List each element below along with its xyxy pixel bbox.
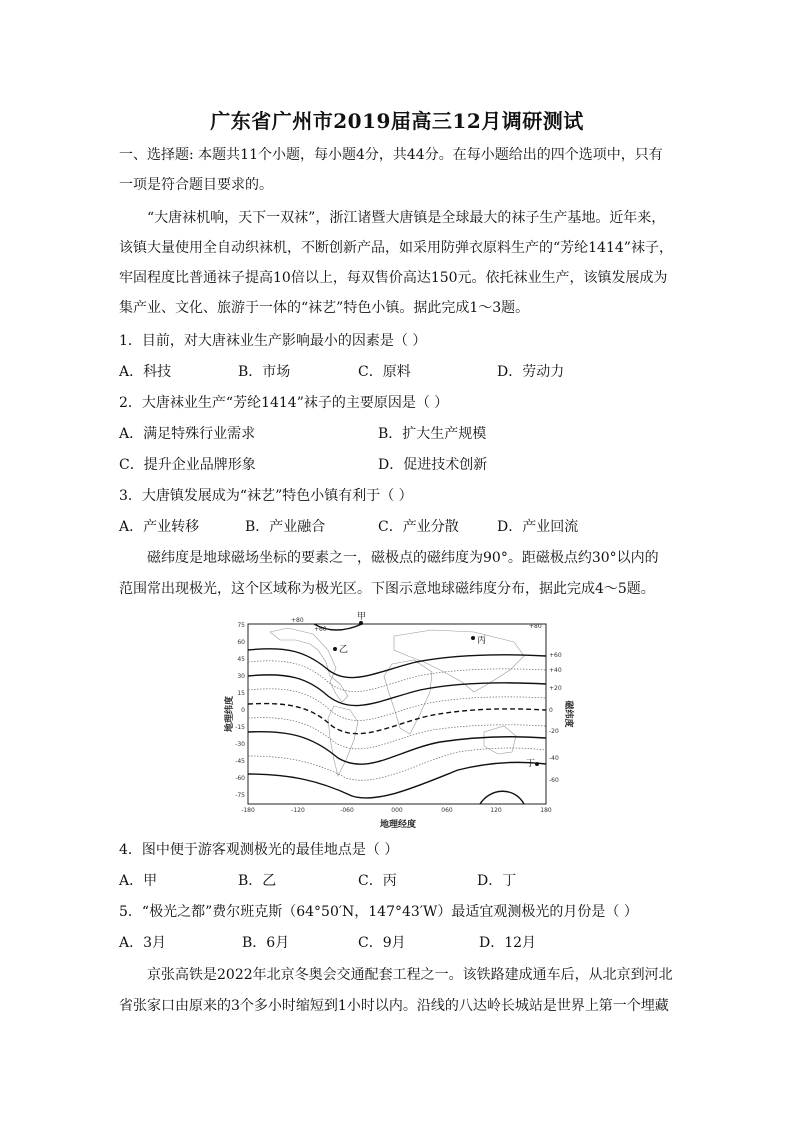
x-axis-title: 地理经度 — [379, 820, 417, 830]
q1-option-a: A．科技 — [119, 364, 172, 380]
y-tick: -15 — [235, 724, 245, 731]
q2-option-c: C．提升企业品牌形象 — [119, 457, 256, 473]
y-tick: -30 — [235, 741, 245, 748]
q4-option-a: A．甲 — [119, 873, 158, 889]
x-tick: -120 — [291, 807, 305, 814]
right-tick: +20 — [549, 685, 562, 692]
section-instruction-line1: 一、选择题: 本题共11个小题，每小题4分，共44分。在每小题给出的四个选项中，只有 — [119, 147, 663, 163]
y-tick: 45 — [237, 656, 245, 663]
q2-stem: 2．大唐袜业生产“芳纶1414”袜子的主要原因是（ ） — [119, 395, 449, 411]
y-tick: 15 — [237, 690, 245, 697]
y-tick: 0 — [241, 707, 245, 714]
q4-option-b: B．乙 — [238, 873, 277, 889]
y-tick: -60 — [235, 775, 245, 782]
y-tick: 30 — [237, 673, 245, 680]
passage3-line1: 京张高铁是2022年北京冬奥会交通配套工程之一。该铁路建成通车后，从北京到河北 — [147, 967, 673, 983]
q2-option-a: A．满足特殊行业需求 — [119, 426, 256, 442]
top-tick: +60 — [314, 626, 327, 633]
point-bing-marker — [471, 636, 475, 640]
q5-option-d: D．12月 — [479, 935, 537, 951]
left-axis-title: 地理纬度 — [225, 695, 235, 733]
q4-option-d: D．丁 — [477, 873, 517, 889]
q1-option-b: B．市场 — [238, 364, 291, 380]
x-tick: 060 — [441, 807, 453, 814]
passage1-line2: 该镇大量使用全自动织袜机，不断创新产品，如采用防弹衣原料生产的“芳纶1414”袜子， — [119, 240, 673, 256]
right-tick: -20 — [549, 728, 559, 735]
q3-option-a: A．产业转移 — [119, 519, 200, 535]
y-tick: -75 — [235, 792, 245, 799]
q2-option-b: B．扩大生产规模 — [378, 426, 487, 442]
y-tick-labels — [235, 622, 245, 799]
q1-option-c: C．原料 — [358, 364, 411, 380]
passage3-line2: 省张家口由原来的3个多小时缩短到1小时以内。沿线的八达岭长城站是世界上第一个埋藏 — [119, 998, 669, 1014]
passage1-line4: 集产业、文化、旅游于一体的“袜艺”特色小镇。据此完成1～3题。 — [119, 300, 530, 316]
y-tick: 75 — [237, 622, 245, 629]
x-tick-labels — [241, 807, 552, 814]
point-ding-marker — [535, 762, 539, 766]
right-tick-labels — [549, 652, 562, 784]
right-axis-title: 磁纬度 — [563, 700, 573, 728]
q3-option-d: D．产业回流 — [497, 519, 579, 535]
top-tick: +80 — [291, 617, 304, 624]
x-tick: -180 — [241, 807, 255, 814]
point-yi-marker — [333, 647, 337, 651]
y-tick: -45 — [235, 758, 245, 765]
right-tick: +40 — [549, 667, 562, 674]
q1-stem: 1．目前，对大唐袜业生产影响最小的因素是（ ） — [119, 333, 427, 349]
right-tick: -40 — [549, 755, 559, 762]
q1-option-d: D．劳动力 — [497, 364, 565, 380]
q4-option-c: C．丙 — [358, 873, 397, 889]
q5-option-c: C．9月 — [358, 935, 406, 951]
q5-option-b: B．6月 — [242, 935, 290, 951]
top-tick: +80 — [529, 623, 542, 630]
passage1-line3: 牢固程度比普通袜子提高10倍以上，每双售价高达150元。依托袜业生产，该镇发展成为 — [119, 270, 668, 286]
x-tick: -060 — [340, 807, 354, 814]
q3-stem: 3．大唐镇发展成为“袜艺”特色小镇有利于（ ） — [119, 488, 413, 504]
point-bing-label: 丙 — [477, 636, 487, 646]
passage1-line1: “大唐袜机响，天下一双袜”，浙江诸暨大唐镇是全球最大的袜子生产基地。近年来， — [147, 210, 666, 226]
x-tick: 000 — [391, 807, 403, 814]
q3-option-c: C．产业分散 — [378, 519, 459, 535]
point-ding-label: 丁 — [526, 759, 536, 769]
q3-option-b: B．产业融合 — [245, 519, 326, 535]
section-instruction-line2: 一项是符合题目要求的。 — [119, 177, 273, 193]
y-tick: 60 — [237, 639, 245, 646]
x-tick: 120 — [490, 807, 502, 814]
q5-stem: 5．“极光之都”费尔班克斯（64°50′N，147°43′W）最适宜观测极光的月份是（ ） — [119, 904, 638, 920]
passage2-line1: 磁纬度是地球磁场坐标的要素之一，磁极点的磁纬度为90°。距磁极点约30°以内的 — [147, 550, 659, 566]
map-svg — [218, 610, 578, 835]
page-title: 广东省广州市2019届高三12月调研测试 — [210, 109, 584, 133]
right-tick: +60 — [549, 652, 562, 659]
magnetic-latitude-map — [218, 610, 578, 835]
right-tick: -60 — [549, 777, 559, 784]
q5-option-a: A．3月 — [119, 935, 167, 951]
point-yi-label: 乙 — [339, 645, 349, 655]
passage2-line2: 范围常出现极光，这个区域称为极光区。下图示意地球磁纬度分布，据此完成4～5题。 — [119, 581, 655, 597]
right-tick: 0 — [549, 707, 553, 714]
x-tick: 180 — [540, 807, 552, 814]
point-jia-label: 甲 — [357, 612, 367, 622]
q2-option-d: D．促进技术创新 — [378, 457, 488, 473]
q4-stem: 4．图中便于游客观测极光的最佳地点是（ ） — [119, 842, 399, 858]
